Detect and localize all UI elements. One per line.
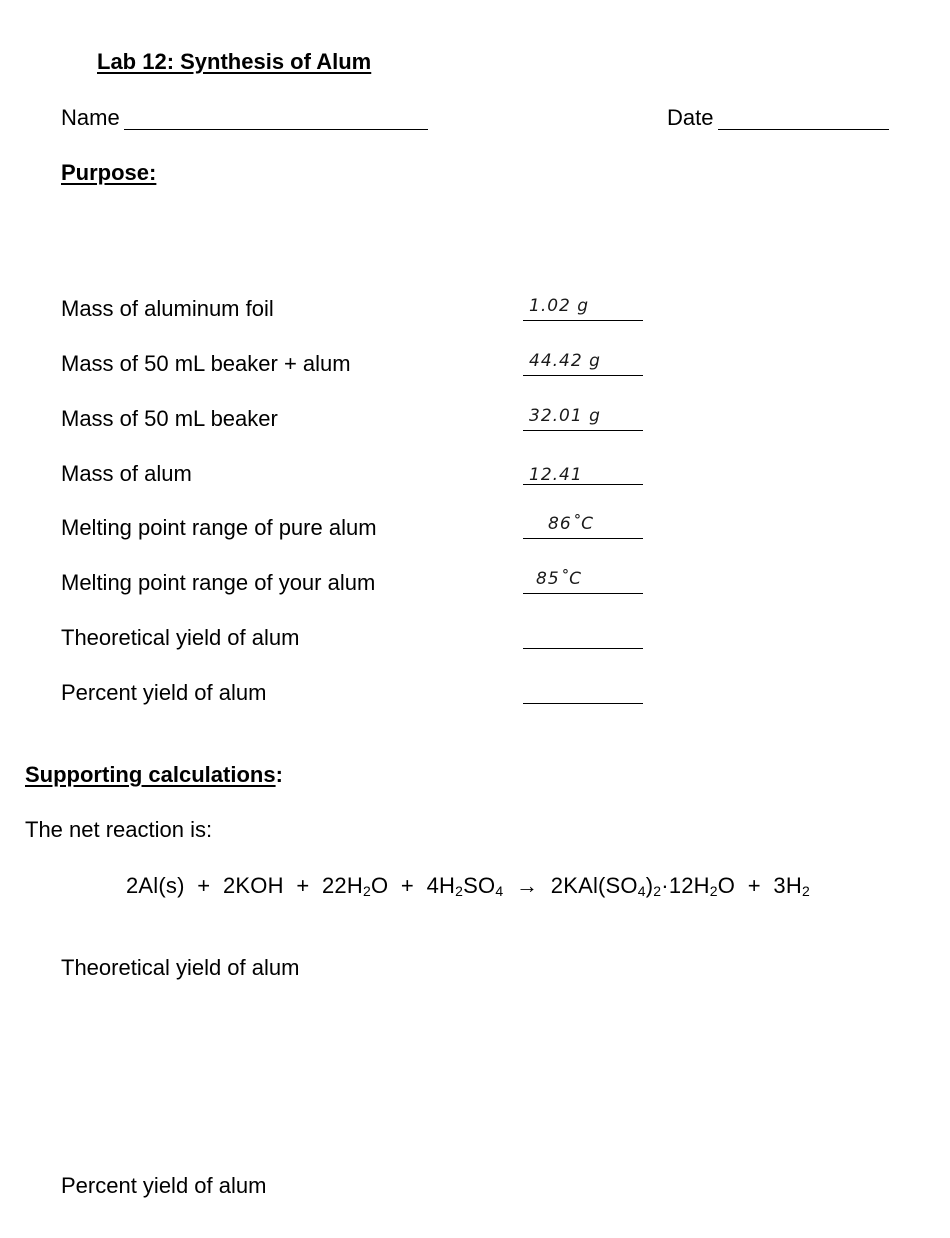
row-label-aluminum-foil-mass: Mass of aluminum foil — [61, 296, 274, 321]
answer-line-pure-alum-melting-point[interactable] — [523, 538, 643, 539]
row-label-percent-yield: Percent yield of alum — [61, 680, 267, 705]
net-reaction-label: The net reaction is: — [25, 817, 213, 842]
row-label-pure-alum-melting-point: Melting point range of pure alum — [61, 515, 377, 540]
chemical-equation: $2Al(s) + 2KOH + 22H_2O + 4H_2SO_4 \to 2KAl(SO_4)_2\cdot 12H_2O + 3H_2$ — [126, 873, 810, 899]
answer-line-aluminum-foil-mass[interactable] — [523, 320, 643, 321]
handwritten-value-aluminum-foil-mass: 1.02 g — [529, 296, 590, 316]
row-label-theoretical-yield: Theoretical yield of alum — [61, 625, 300, 650]
handwritten-value-beaker-plus-alum-mass: 44.42 g — [529, 351, 601, 371]
supporting-calculations-heading: Supporting calculations: — [25, 762, 283, 787]
purpose-heading: Purpose: — [61, 160, 157, 185]
theoretical-yield-calc-label: Theoretical yield of alum — [61, 955, 300, 980]
answer-line-your-alum-melting-point[interactable] — [523, 593, 643, 594]
page-title: Lab 12: Synthesis of Alum — [97, 49, 372, 74]
answer-line-beaker-mass[interactable] — [523, 430, 643, 431]
handwritten-value-alum-mass: 12.41 — [529, 465, 583, 485]
date-field-line[interactable] — [718, 129, 889, 130]
name-field-line[interactable] — [124, 129, 428, 130]
handwritten-value-your-alum-melting-point: 85˚C — [536, 569, 583, 589]
handwritten-value-beaker-mass: 32.01 g — [529, 406, 601, 426]
row-label-alum-mass: Mass of alum — [61, 461, 192, 486]
answer-line-percent-yield[interactable] — [523, 703, 643, 704]
percent-yield-calc-label: Percent yield of alum — [61, 1173, 267, 1198]
answer-line-beaker-plus-alum-mass[interactable] — [523, 375, 643, 376]
row-label-beaker-mass: Mass of 50 mL beaker — [61, 406, 278, 431]
date-label: Date — [667, 105, 714, 130]
handwritten-value-pure-alum-melting-point: 86˚C — [548, 514, 595, 534]
row-label-your-alum-melting-point: Melting point range of your alum — [61, 570, 376, 595]
name-label: Name — [61, 105, 120, 130]
row-label-beaker-plus-alum-mass: Mass of 50 mL beaker + alum — [61, 351, 351, 376]
answer-line-theoretical-yield[interactable] — [523, 648, 643, 649]
answer-line-alum-mass[interactable] — [523, 484, 643, 485]
